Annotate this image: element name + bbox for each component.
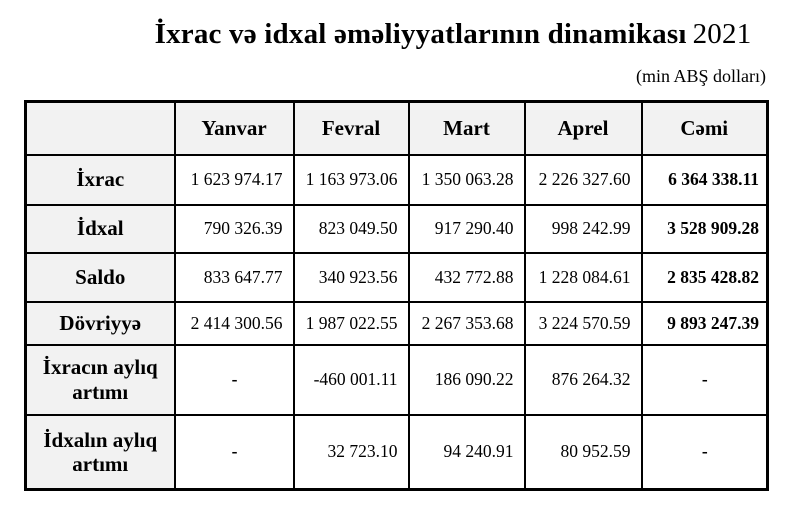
row-label: İxracın aylıq artımı bbox=[26, 345, 175, 415]
page-title-text: İxrac və idxal əməliyyatlarının dinamikası bbox=[154, 18, 687, 50]
header-cell-aprel: Aprel bbox=[525, 102, 642, 155]
cell-value: 2 226 327.60 bbox=[525, 155, 642, 205]
cell-dash: - bbox=[175, 415, 294, 490]
cell-value: 94 240.91 bbox=[409, 415, 525, 490]
cell-value: 2 414 300.56 bbox=[175, 302, 294, 345]
row-label: İdxalın aylıq artımı bbox=[26, 415, 175, 490]
cell-value: 2 267 353.68 bbox=[409, 302, 525, 345]
header-cell-fevral: Fevral bbox=[294, 102, 409, 155]
table-row-idxal bbox=[26, 205, 768, 253]
header-cell-yanvar: Yanvar bbox=[175, 102, 294, 155]
cell-value: 32 723.10 bbox=[294, 415, 409, 490]
cell-value: 3 224 570.59 bbox=[525, 302, 642, 345]
cell-value: 340 923.56 bbox=[294, 253, 409, 302]
header-cell-cemi: Cəmi bbox=[642, 102, 768, 155]
cell-value: 1 623 974.17 bbox=[175, 155, 294, 205]
row-label: Saldo bbox=[26, 253, 175, 302]
page-title bbox=[0, 18, 800, 51]
table-row-ixrac bbox=[26, 155, 768, 205]
row-label: İdxal bbox=[26, 205, 175, 253]
row-label: Dövriyyə bbox=[26, 302, 175, 345]
cell-total: 2 835 428.82 bbox=[642, 253, 768, 302]
cell-value: -460 001.11 bbox=[294, 345, 409, 415]
cell-value: 80 952.59 bbox=[525, 415, 642, 490]
table-header-row bbox=[26, 102, 768, 155]
cell-value: 823 049.50 bbox=[294, 205, 409, 253]
cell-value: 998 242.99 bbox=[525, 205, 642, 253]
header-cell-empty bbox=[26, 102, 175, 155]
table-row-idxalin-ayliq-artimi bbox=[26, 415, 768, 490]
cell-dash: - bbox=[175, 345, 294, 415]
unit-note: (min ABŞ dolları) bbox=[636, 66, 766, 86]
cell-dash: - bbox=[642, 415, 768, 490]
cell-dash: - bbox=[642, 345, 768, 415]
cell-value: 1 350 063.28 bbox=[409, 155, 525, 205]
cell-value: 876 264.32 bbox=[525, 345, 642, 415]
dynamics-table bbox=[24, 100, 769, 491]
cell-value: 1 163 973.06 bbox=[294, 155, 409, 205]
page-title-year: 2021 bbox=[692, 18, 752, 50]
header-cell-mart: Mart bbox=[409, 102, 525, 155]
table-row-dovriyye bbox=[26, 302, 768, 345]
cell-value: 1 228 084.61 bbox=[525, 253, 642, 302]
cell-total: 6 364 338.11 bbox=[642, 155, 768, 205]
table-row-ixracin-ayliq-artimi bbox=[26, 345, 768, 415]
cell-value: 1 987 022.55 bbox=[294, 302, 409, 345]
cell-value: 917 290.40 bbox=[409, 205, 525, 253]
cell-value: 186 090.22 bbox=[409, 345, 525, 415]
cell-value: 833 647.77 bbox=[175, 253, 294, 302]
cell-total: 9 893 247.39 bbox=[642, 302, 768, 345]
cell-total: 3 528 909.28 bbox=[642, 205, 768, 253]
table-row-saldo bbox=[26, 253, 768, 302]
cell-value: 790 326.39 bbox=[175, 205, 294, 253]
row-label: İxrac bbox=[26, 155, 175, 205]
cell-value: 432 772.88 bbox=[409, 253, 525, 302]
